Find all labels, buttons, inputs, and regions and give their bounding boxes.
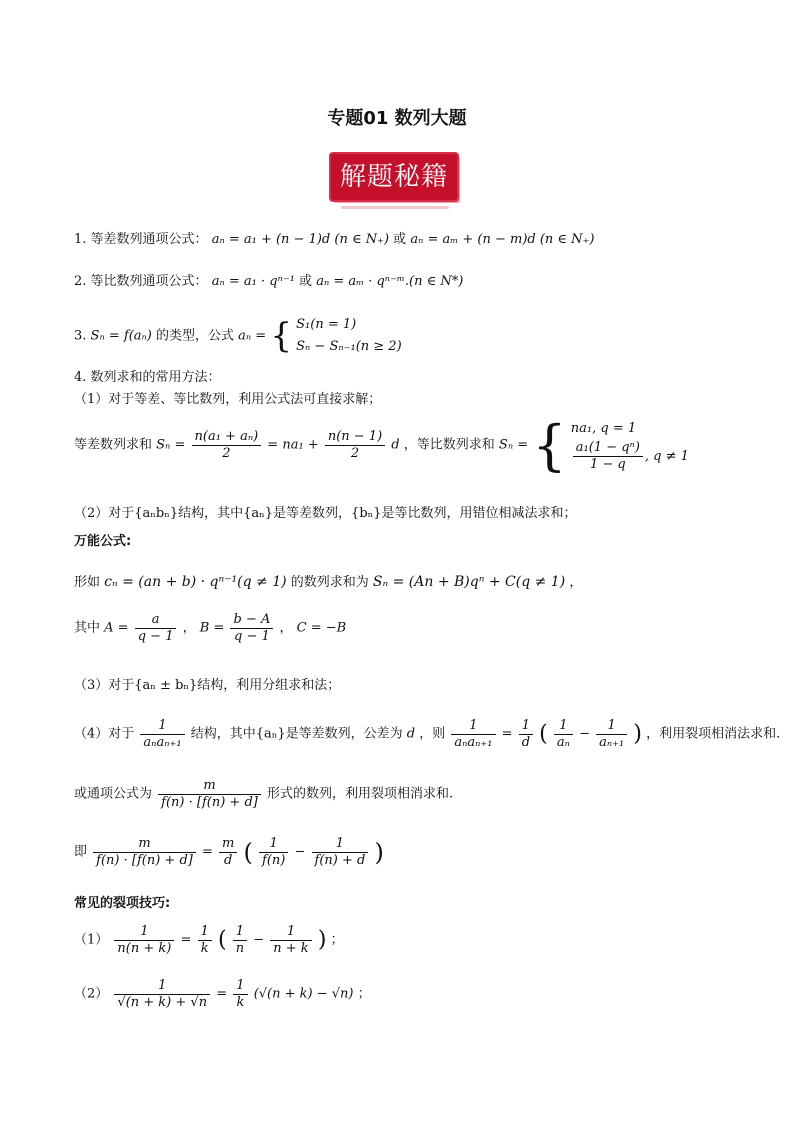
telescoping-struct-frac: $\frac{1}{\text{aₙaₙ₊₁}}$ xyxy=(140,718,184,751)
item-4: 4. 数列求和的常用方法： xyxy=(74,370,221,385)
geo-case-1: na₁, q = 1 xyxy=(570,421,637,436)
item-1-or: 或 xyxy=(393,232,407,247)
section-universal-formula: 万能公式: xyxy=(74,534,132,549)
formula-arithmetic-general-m: aₙ = aₘ + (n − m)d (n ∈ N₊) xyxy=(410,232,595,247)
brace-symbol: { xyxy=(270,316,292,356)
item-6-label: 等差数列求和 xyxy=(74,437,153,453)
general-term-frac: $\frac{m}{f(n) \cdot [f(n) + d]}$ xyxy=(158,778,261,811)
item-11: （3）对于{aₙ ± bₙ}结构，利用分组求和法； xyxy=(74,678,341,693)
item-14: 即 $\frac{m}{f(n) \cdot [f(n) + d]}$ = $\frac{m}{d}$ ( $\frac{1}{f(n)}$ − $\frac{1}{f(n) + d}$ ) xyxy=(74,836,384,868)
item-3 xyxy=(74,314,402,358)
telescoping-lhs: $\frac{1}{\text{aₙaₙ₊₁}}$ xyxy=(451,718,495,751)
item-10: 其中 A = $\frac{a}{q - 1}$ ， B = $\frac{b - A}{q - 1}$ ， C = −B xyxy=(74,612,347,644)
formula-sn-universal: Sₙ = (An + B)qⁿ + C(q ≠ 1) xyxy=(372,574,566,590)
item-12: （4）对于 $\frac{1}{\text{aₙaₙ₊₁}}$ 结构，其中{aₙ}是等差数列，公差为 d ，则 $\frac{1}{\text{aₙaₙ₊₁}}$ = $\frac{1}{d}$ ( $\frac{1}{\text{aₙ}}$ − $\frac{1}{\text{aₙ₊₁}}$ ) ，利用裂项相消法求和. xyxy=(74,718,781,750)
item-1 xyxy=(74,230,594,250)
badge-box xyxy=(331,154,457,200)
brace-symbol-2: { xyxy=(532,413,567,477)
item-5: （1）对于等差、等比数列，利用公式法可直接求解； xyxy=(74,392,382,407)
item-2-or: 或 xyxy=(299,274,313,289)
badge-label: 解题秘籍 xyxy=(339,162,448,192)
item-6 xyxy=(74,413,689,477)
arith-sum-d: d xyxy=(391,437,400,453)
formula-cn: cₙ = (an + b) · qⁿ⁻¹(q ≠ 1) xyxy=(104,574,287,590)
arith-sum-eq: = na₁ + xyxy=(267,437,319,453)
case-1: S₁(n = 1) xyxy=(296,317,357,332)
geo-case-2: $\frac{\text{a₁(1 − qⁿ)}}{1 - q}$ , q ≠ 1 xyxy=(571,440,689,473)
arith-sum-sn: Sₙ = xyxy=(156,437,186,453)
tip-2: （2） $\frac{1}{√(n + k) + √n}$ = $\frac{1}{k}$ (√(n + k) − √n) ； xyxy=(74,978,371,1010)
item-9: 形如 cₙ = (an + b) · qⁿ⁻¹(q ≠ 1) 的数列求和为 Sₙ = (An + B)qⁿ + C(q ≠ 1) ， xyxy=(74,574,583,590)
coef-c: C = −B xyxy=(296,620,347,636)
section-telescoping-tips: 常见的裂项技巧: xyxy=(74,896,171,911)
arith-sum-frac-2: $\frac{n(n - 1)}{2}$ xyxy=(325,429,385,462)
item-3-text: 的类型，公式 xyxy=(156,328,235,344)
telescoping-coef: $\frac{1}{d}$ xyxy=(519,718,533,751)
arith-sum-frac-1: $\frac{\text{n(a₁ + aₙ)}}{2}$ xyxy=(192,429,262,462)
coef-a-frac: $\frac{a}{q - 1}$ xyxy=(135,612,177,645)
item-7: （2）对于{aₙbₙ}结构，其中{aₙ}是等差数列，{bₙ}是等比数列，用错位相减法求和； xyxy=(74,506,577,521)
item-13: 或通项公式为 $\frac{m}{f(n) \cdot [f(n) + d]}$ 形式的数列，利用裂项相消求和. xyxy=(74,778,454,810)
geo-sum-sn: Sₙ = xyxy=(498,437,529,453)
geo-sum-cases xyxy=(571,418,689,473)
coef-b-frac: $\frac{b - A}{q - 1}$ xyxy=(230,612,273,645)
item-3-label: 3. xyxy=(74,328,87,344)
item-6-mid: ，等比数列求和 xyxy=(403,437,495,453)
formula-arithmetic-general: aₙ = a₁ + (n − 1)d (n ∈ N₊) xyxy=(211,232,390,247)
coef-b: B = xyxy=(199,620,225,636)
item-2 xyxy=(74,272,463,292)
formula-geometric-general-m: aₙ = aₘ · qⁿ⁻ᵐ.(n ∈ N*) xyxy=(316,274,464,289)
item-2-label: 2. 等比数列通项公式： xyxy=(74,274,208,289)
item-1-label: 1. 等差数列通项公式： xyxy=(74,232,208,247)
badge-stamp xyxy=(331,150,459,208)
formula-sn-fan: Sₙ = f(aₙ) xyxy=(90,328,152,344)
formula-geometric-general: aₙ = a₁ · qⁿ⁻¹ xyxy=(211,274,295,289)
case-2: Sₙ − Sₙ₋₁(n ≥ 2) xyxy=(296,339,402,354)
formula-an-label: aₙ = xyxy=(238,328,267,344)
tip-1: （1） $\frac{1}{n(n + k)}$ = $\frac{1}{k}$ ( $\frac{1}{n}$ − $\frac{1}{n + k}$ ) ； xyxy=(74,924,344,956)
coef-a: A = xyxy=(104,620,129,636)
badge-underline xyxy=(341,206,449,209)
cases-block xyxy=(296,314,402,358)
page-title: 专题01 数列大题 xyxy=(327,108,467,129)
